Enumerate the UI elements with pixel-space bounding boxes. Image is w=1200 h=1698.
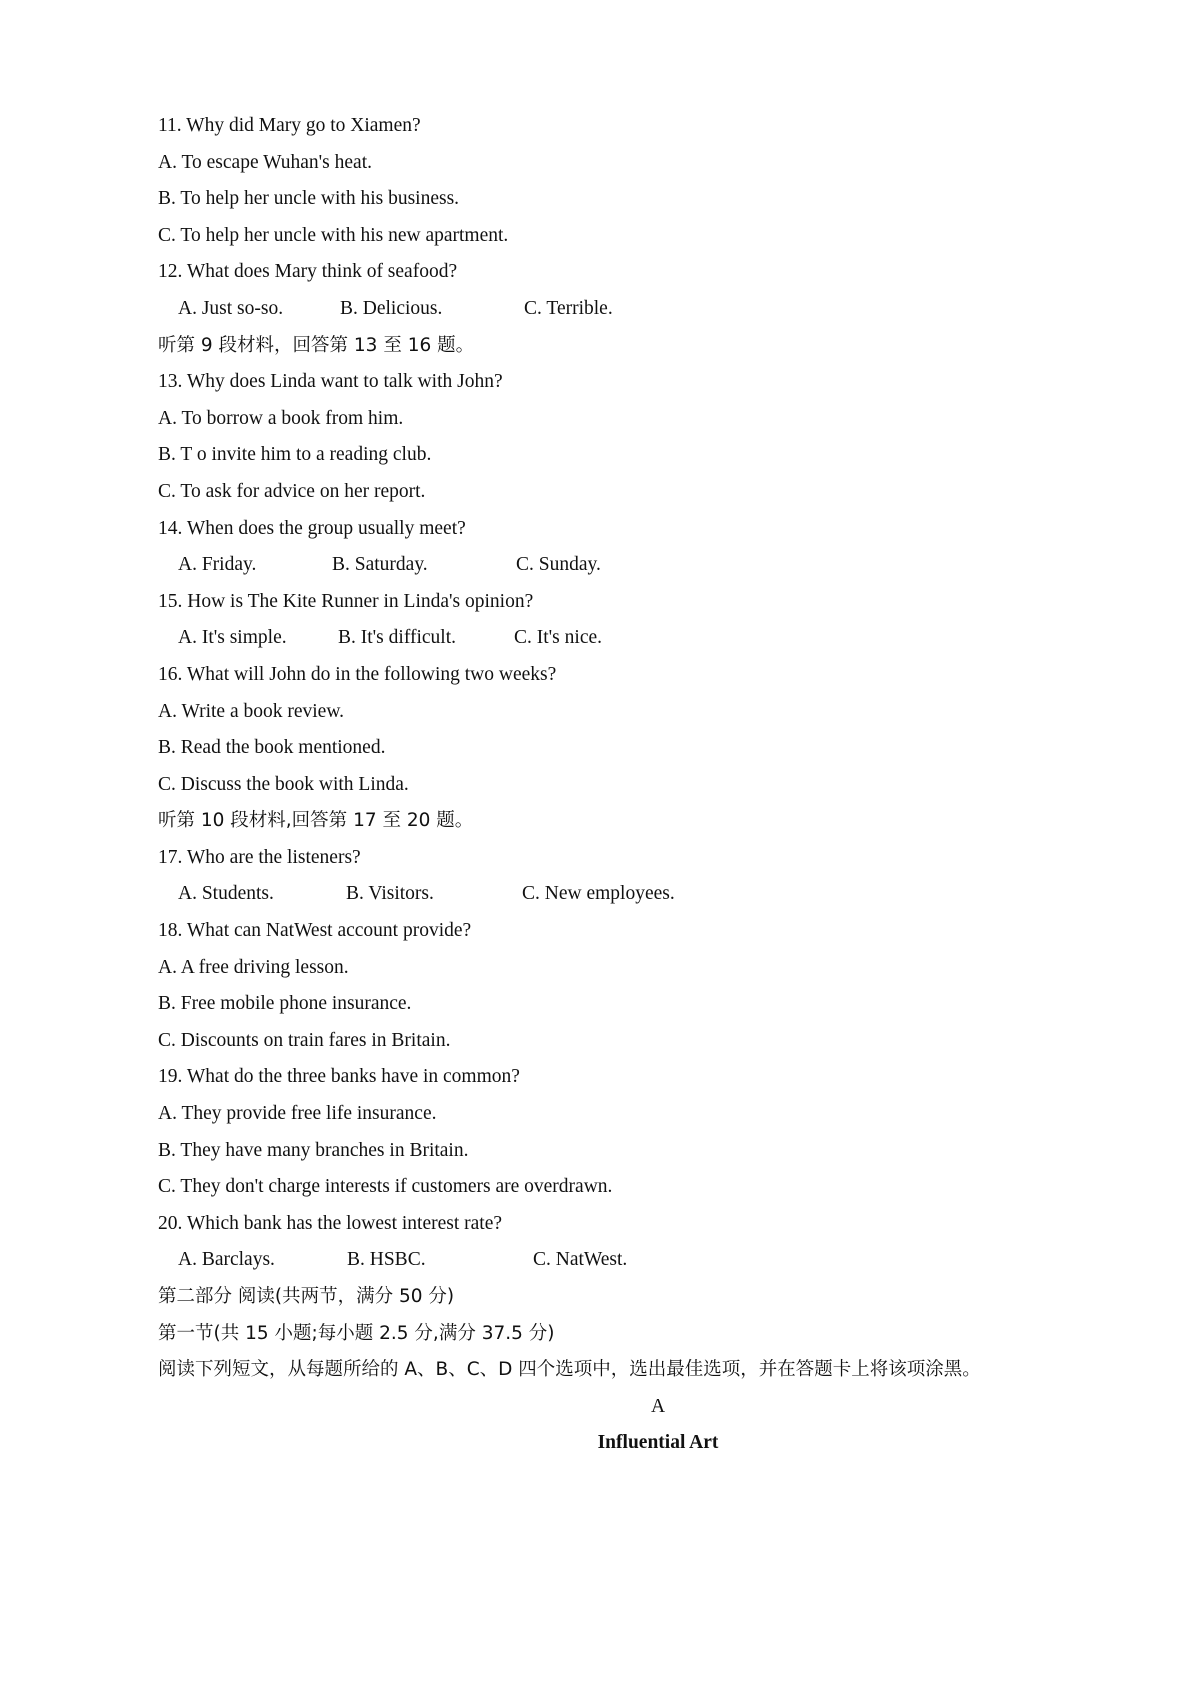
question-20-option-c: C. NatWest.: [533, 1249, 628, 1271]
question-16-option-b: B. Read the book mentioned.: [158, 737, 386, 759]
question-20-stem: 20. Which bank has the lowest interest rate?: [158, 1212, 503, 1234]
part-2-title: 第二部分 阅读(共两节，满分 50 分): [158, 1286, 455, 1307]
question-18-option-b: B. Free mobile phone insurance.: [158, 993, 412, 1015]
question-15-options: [158, 620, 1168, 657]
section-9-instruction: 听第 9 段材料，回答第 13 至 16 题。: [158, 334, 475, 356]
question-20-option-a: A. Barclays.: [178, 1249, 275, 1271]
question-12-option-a: A. Just so-so.: [178, 297, 284, 319]
question-17-options: [158, 876, 1168, 913]
part-2-section-1-heading: 第一节(共 15 小题;每小题 2.5 分,满分 37.5 分): [158, 1322, 555, 1344]
question-14-stem: 14. When does the group usually meet?: [158, 517, 466, 539]
question-18-option-c: C. Discounts on train fares in Britain.: [158, 1029, 451, 1051]
passage-letter: A: [650, 1395, 666, 1417]
question-16-option-c: C. Discuss the book with Linda.: [158, 773, 409, 795]
question-14-options: [158, 547, 1168, 584]
question-19-option-a: A. They provide free life insurance.: [158, 1103, 437, 1125]
part-2-instruction: 阅读下列短文，从每题所给的 A、B、C、D 四个选项中，选出最佳选项，并在答题卡上将该项涂黑。: [158, 1359, 981, 1381]
question-11-option-a: A. To escape Wuhan's heat.: [158, 151, 372, 173]
question-12-options: [158, 291, 1168, 328]
question-11-option-c: C. To help her uncle with his new apartment.: [158, 224, 509, 246]
passage-title: Influential Art: [597, 1432, 719, 1454]
question-11-stem: 11. Why did Mary go to Xiamen?: [158, 115, 421, 136]
question-12-option-c: C. Terrible.: [524, 297, 613, 319]
question-13-option-c: C. To ask for advice on her report.: [158, 480, 426, 502]
question-19-option-c: C. They don't charge interests if customers are overdrawn.: [158, 1176, 613, 1198]
question-14-option-c: C. Sunday.: [516, 554, 601, 576]
question-11-option-b: B. To help her uncle with his business.: [158, 188, 460, 210]
question-13-option-a: A. To borrow a book from him.: [158, 407, 404, 429]
question-13-stem: 13. Why does Linda want to talk with John?: [158, 371, 503, 393]
question-15-option-c: C. It's nice.: [514, 627, 602, 649]
question-17-option-b: B. Visitors.: [346, 883, 434, 905]
question-16-stem: 16. What will John do in the following two weeks?: [158, 663, 557, 685]
question-12-option-b: B. Delicious.: [340, 297, 443, 319]
question-13-option-b: B. T o invite him to a reading club.: [158, 444, 432, 466]
question-15-stem: 15. How is The Kite Runner in Linda's opinion?: [158, 590, 534, 612]
question-20-options: [158, 1242, 1168, 1279]
question-17-stem: 17. Who are the listeners?: [158, 846, 361, 868]
question-15-option-b: B. It's difficult.: [338, 627, 456, 649]
question-14-option-b: B. Saturday.: [332, 554, 428, 576]
question-12-stem: 12. What does Mary think of seafood?: [158, 261, 458, 283]
question-18-option-a: A. A free driving lesson.: [158, 956, 349, 978]
question-20-option-b: B. HSBC.: [347, 1249, 426, 1271]
question-18-stem: 18. What can NatWest account provide?: [158, 920, 472, 942]
section-10-instruction: 听第 10 段材料,回答第 17 至 20 题。: [158, 810, 474, 832]
question-17-option-a: A. Students.: [178, 883, 274, 905]
exam-page: [158, 108, 1168, 1462]
question-15-option-a: A. It's simple.: [178, 627, 287, 649]
question-17-option-c: C. New employees.: [522, 883, 675, 905]
question-14-option-a: A. Friday.: [178, 554, 257, 576]
question-19-option-b: B. They have many branches in Britain.: [158, 1139, 469, 1161]
question-16-option-a: A. Write a book review.: [158, 700, 345, 722]
question-19-stem: 19. What do the three banks have in common?: [158, 1066, 520, 1088]
